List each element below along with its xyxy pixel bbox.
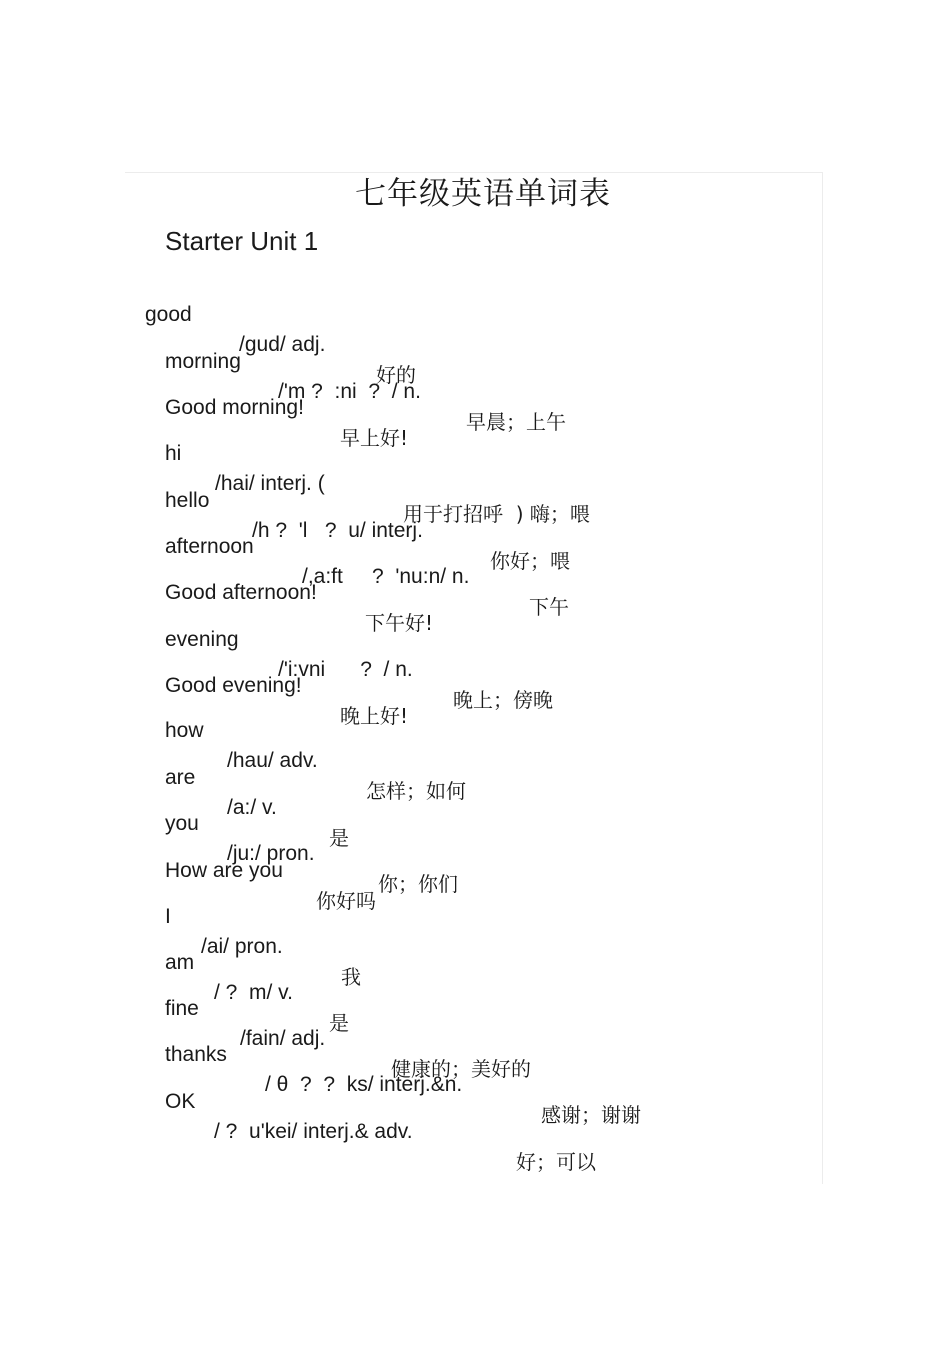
vocab-phonetic: / θ ? ? ks/ interj.&n. (265, 1073, 463, 1096)
vocab-meaning: 你；你们 (378, 872, 458, 896)
vocab-word: Good afternoon! (165, 581, 317, 604)
vocab-word: Good evening! (165, 674, 302, 697)
vocab-word: evening (165, 628, 239, 651)
vocab-word: afternoon (165, 535, 254, 558)
vocab-word: morning (165, 350, 241, 373)
vocab-word: you (165, 812, 199, 835)
vocab-phonetic: /,a:ft ? 'nu:n/ n. (302, 565, 470, 588)
vocab-word: am (165, 951, 195, 974)
vocab-phonetic: /fain/ adj. (240, 1027, 326, 1050)
vocab-meaning: 下午好! (365, 611, 434, 635)
vocab-meaning: 早晨；上午 (466, 410, 566, 434)
vocab-meaning: 是 (329, 1011, 349, 1035)
vocab-phonetic: /gud/ adj. (239, 333, 326, 356)
vocab-word: fine (165, 997, 199, 1020)
page-title: 七年级英语单词表 (355, 176, 611, 212)
vocab-phonetic: / ? u'kei/ interj.& adv. (214, 1120, 413, 1143)
vocab-meaning: 感谢；谢谢 (541, 1103, 641, 1127)
vocab-meaning: 你好；喂 (490, 549, 570, 573)
page-frame-right-border (822, 172, 823, 1184)
vocab-meaning: 我 (341, 965, 361, 989)
vocab-phonetic: /'m ? :ni ? / n. (278, 380, 421, 403)
vocab-phonetic: /hau/ adv. (227, 749, 318, 772)
vocab-meaning: 是 (329, 826, 349, 850)
vocab-meaning: 晚上；傍晚 (453, 688, 553, 712)
vocab-phonetic: /a:/ v. (227, 796, 277, 819)
vocab-phonetic: /hai/ interj. ( (215, 472, 325, 495)
vocab-word: I (165, 905, 171, 928)
vocab-phonetic: /ju:/ pron. (227, 842, 315, 865)
vocab-meaning: 早上好! (340, 426, 409, 450)
vocab-word: How are you (165, 859, 283, 882)
vocab-phonetic: / ? m/ v. (214, 981, 293, 1004)
vocab-word: how (165, 719, 204, 742)
vocab-phonetic: /ai/ pron. (201, 935, 283, 958)
vocab-word: OK (165, 1090, 196, 1113)
vocab-meaning: 健康的；美好的 (391, 1057, 531, 1081)
vocab-meaning: 好的 (376, 363, 416, 387)
vocab-word: are (165, 766, 196, 789)
vocab-meaning: 晚上好! (340, 704, 409, 728)
vocab-meaning: 你好吗 (316, 889, 376, 913)
vocab-meaning: 怎样；如何 (366, 779, 466, 803)
vocab-phonetic: /h ? 'l ? u/ interj. (252, 519, 423, 542)
vocab-phonetic: /'i:vni ? / n. (278, 658, 413, 681)
vocab-word: Good morning! (165, 396, 304, 419)
vocab-meaning: 下午 (529, 595, 569, 619)
unit-heading: Starter Unit 1 (165, 226, 319, 256)
vocab-word: hello (165, 489, 210, 512)
vocab-meaning: 好；可以 (516, 1150, 596, 1174)
vocab-meaning: 用于打招呼 ) 嗨；喂 (403, 502, 590, 526)
vocab-word: good (145, 303, 192, 326)
vocab-word: hi (165, 442, 182, 465)
vocab-word: thanks (165, 1043, 227, 1066)
